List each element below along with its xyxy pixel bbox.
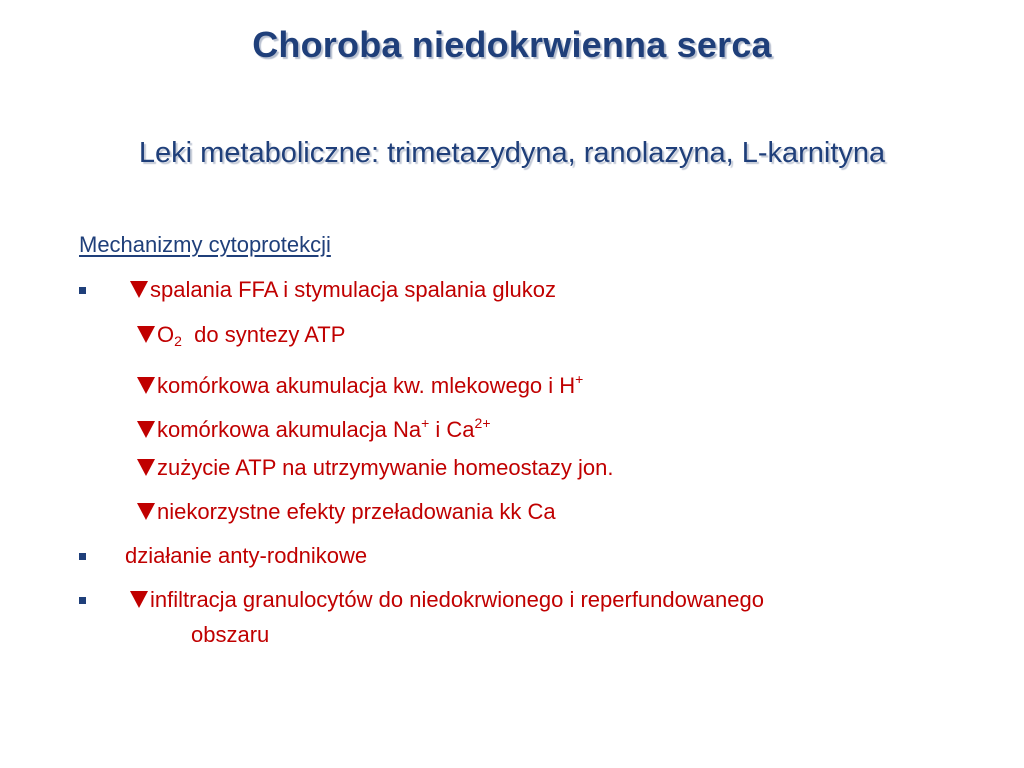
item-text: spalania FFA i stymulacja spalania glukoz	[150, 277, 556, 302]
list-item	[137, 455, 614, 481]
down-triangle-icon	[130, 591, 148, 608]
list-item	[137, 499, 556, 525]
superscript: 2+	[474, 415, 491, 431]
superscript: +	[575, 371, 584, 387]
item-text: działanie anty-rodnikowe	[125, 543, 368, 568]
item-text: niekorzystne efekty przeładowania kk Ca	[157, 499, 556, 524]
superscript: +	[421, 415, 430, 431]
down-triangle-icon	[137, 503, 155, 520]
down-triangle-icon	[137, 459, 155, 476]
item-text: obszaru	[191, 622, 270, 647]
list-item	[125, 543, 367, 569]
item-text: komórkowa akumulacja kw. mlekowego i H	[157, 373, 576, 398]
down-triangle-icon	[130, 281, 148, 298]
item-text: zużycie ATP na utrzymywanie homeostazy jon.	[157, 455, 614, 480]
list-item-continuation	[191, 622, 269, 648]
slide-subtitle: Leki metaboliczne: trimetazydyna, ranolazyna, L-karnityna	[138, 137, 886, 169]
list-item	[137, 366, 583, 399]
square-bullet-icon	[79, 587, 86, 613]
list-item	[137, 322, 345, 354]
item-text: O	[157, 322, 175, 347]
down-triangle-icon	[137, 326, 155, 343]
item-text: do syntezy ATP	[181, 322, 346, 347]
subscript: 2	[174, 333, 182, 349]
slide-title: Choroba niedokrwienna serca	[252, 24, 772, 65]
section-heading: Mechanizmy cytoprotekcji	[79, 232, 331, 257]
list-item	[130, 277, 556, 303]
square-bullet-icon	[79, 543, 86, 569]
down-triangle-icon	[137, 377, 155, 394]
list-item	[130, 587, 764, 613]
item-text: i Ca	[429, 417, 475, 442]
down-triangle-icon	[137, 421, 155, 438]
item-text: infiltracja granulocytów do niedokrwionego i reperfundowanego	[150, 587, 764, 612]
item-text: komórkowa akumulacja Na	[157, 417, 422, 442]
square-bullet-icon	[79, 277, 86, 303]
list-item	[137, 410, 491, 443]
